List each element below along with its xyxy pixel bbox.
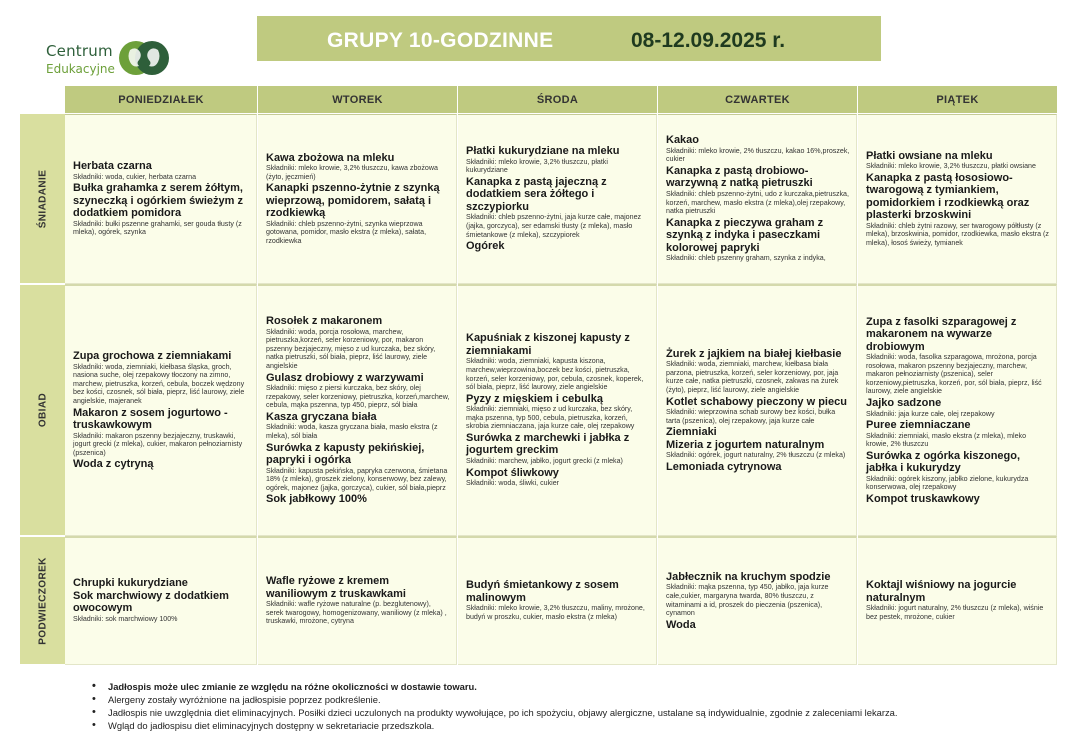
dish-name: Kompot śliwkowy (466, 466, 559, 479)
dish-name: Herbata czarna (73, 160, 152, 173)
dish-ingredients: Składniki: ziemniaki, mięso z ud kurczaka, bez skóry, mąka pszenna, typ 500, cebula, pietruszka, korzeń, skrobia ziemniaczana, jaja kurze całe, olej rzepakowy (466, 405, 635, 431)
dish-name: Kanapki pszenno-żytnie z szynką wieprzową, pomidorem, sałatą i rzodkiewką (266, 182, 440, 220)
dish-name: Kanapka z pastą drobiowo-warzywną z natką pietruszki (666, 164, 813, 190)
title-banner (257, 16, 881, 61)
menu-cell-lunch-wednesday (458, 284, 657, 536)
dish-ingredients: Składniki: woda, kasza gryczana biała, masło ekstra (z mleka), sól biała (266, 423, 438, 440)
day-header-wednesday: ŚRODA (458, 86, 657, 113)
dish-ingredients: Składniki: marchew, jabłko, jogurt grecki (z mleka) (466, 456, 623, 465)
logo (44, 38, 174, 86)
dish-ingredients: Składniki: chleb pszenno-żytni, szynka wieprzowa gotowana, pomidor, masło ekstra (z mleka), sałata, rzodkiewka (266, 219, 427, 245)
dish-name: Płatki kukurydziane na mleku (466, 145, 620, 158)
dish-name: Jajko sadzone (866, 397, 942, 409)
menu-cell-breakfast-tuesday (258, 114, 457, 284)
note-item: • Jadłospis może ulec zmianie ze względu na różne okoliczności w dostawie towaru. (92, 680, 1052, 693)
dish-ingredients: Składniki: woda, cukier, herbata czarna (73, 172, 197, 181)
logo-text-centrum: Centrum (46, 42, 113, 60)
dish-name: Budyń śmietankowy z sosem malinowym (466, 579, 619, 604)
dish-name: Lemoniada cytrynowa (666, 460, 782, 473)
note-item: • Alergeny zostały wyróżnione na jadłospisie poprzez podkreślenie. (92, 693, 1052, 706)
dish-name: Płatki owsiane na mleku (866, 149, 993, 162)
dish-ingredients: Składniki: wieprzowina schab surowy bez kości, bułka tarta (pszenica), olej rzepakowy, jaja kurze całe (666, 408, 836, 425)
dish-name: Woda (666, 618, 696, 631)
menu-cell-lunch-tuesday (258, 284, 457, 536)
day-header-monday: PONIEDZIAŁEK (65, 86, 257, 113)
menu-cell-snack-tuesday (258, 536, 457, 665)
dish-ingredients: Składniki: mleko krowie, 3,2% tłuszczu, maliny, mrożone, budyń w proszku, cukier, masło ekstra (z mleka) (466, 604, 645, 621)
dish-name: Jabłecznik na kruchym spodzie (666, 570, 831, 583)
dish-ingredients: Składniki: kapusta pekińska, papryka czerwona, śmietana 18% (z mleka), groszek zielony, konserwowy, bez zalewy, ogórek, majonez (jajka, gorczyca), cukier, sól biała,pieprz (266, 466, 448, 492)
dish-name: Ogórek (466, 240, 505, 253)
notes-list (92, 680, 1052, 732)
dish-ingredients: Składniki: mleko krowie, 3,2% tłuszczu, płatki kukurydziane (466, 157, 608, 175)
dish-ingredients: Składniki: woda, fasolka szparagowa, mrożona, porcja rosołowa, makaron pszenny bezjajeczny, marchew, makaron pełnoziarnisty (pszenica), seler korzeniowy,pietruszka, korzeń, por, sól biała, pieprz, liść laurowy, ziele angielskie (866, 353, 1042, 396)
dish-ingredients: Składniki: woda, śliwki, cukier (466, 479, 560, 488)
menu-cell-lunch-thursday (658, 284, 857, 536)
dish-name: Sok jabłkowy 100% (266, 493, 367, 506)
dish-ingredients: Składniki: chleb żytni razowy, ser twarogowy półtłusty (z mleka), brzoskwinia, pomidor, rzodkiewka, masło ekstra (z mleka), łosoś świeży, tymianek (866, 221, 1049, 247)
dish-ingredients: Składniki: woda, ziemniaki, kiełbasa śląska, groch, nasiona suche, olej rzepakowy tłoczony na zimno, marchew, pietruszka, korzeń, cebula, boczek wędzony bez kości, czosnek, sól biała, pieprz, liść laurowy, ziele angielskie, majeranek (73, 362, 245, 405)
dish-name: Bułka grahamka z serem żółtym, szyneczką i ogórkiem świeżym z dodatkiem pomidora (73, 182, 243, 220)
day-header-friday: PIĄTEK (858, 86, 1057, 113)
dish-name: Makaron z sosem jogurtowo - truskawkowym (73, 406, 228, 432)
dish-name: Koktajl wiśniowy na jogurcie naturalnym (866, 579, 1017, 604)
meal-label-snack: PODWIECZOREK (20, 537, 65, 664)
logo-text-edukacyjne: Edukacyjne (46, 62, 115, 76)
dish-ingredients: Składniki: chleb pszenny graham, szynka z indyka, (666, 254, 826, 263)
logo-heads-icon (116, 38, 172, 78)
dish-ingredients: Składniki: chleb pszenno-żytni, jaja kurze całe, majonez (jajka, gorczyca), ser edamski tłusty (z mleka), masło śmietankowe (z mleka), szczypiorek (466, 213, 642, 239)
dish-ingredients: Składniki: ziemniaki, masło ekstra (z mleka), mleko krowie, 2% tłuszczu (866, 431, 1027, 449)
dish-name: Surówka z kapusty pekińskiej, papryki i ogórka (266, 441, 425, 467)
dish-name: Kapuśniak z kiszonej kapusty z ziemniakami (466, 332, 630, 357)
dish-ingredients: Składniki: chleb pszenno-żytni, udo z kurczaka,pietruszka, korzeń, marchew, masło ekstra (z mleka),olej rzepakowy, natka pietruszki (666, 189, 849, 216)
dish-name: Zupa grochowa z ziemniakami (73, 350, 232, 363)
dish-ingredients: Składniki: jaja kurze całe, olej rzepakowy (866, 409, 995, 418)
dish-name: Żurek z jajkiem na białej kiełbasie (666, 347, 842, 360)
dish-name: Ziemniaki (666, 426, 717, 439)
note-item: • Jadłospis nie uwzględnia diet eliminacyjnych. Posiłki dzieci uczulonych na produkty wywołujące, po ich spożyciu, objawy alergiczne, ustalane są indywidualnie, zgodnie z zaleceniami lekarza. (92, 706, 1052, 719)
dish-name: Kanapka z pastą jajeczną z dodatkiem sera żółtego i szczypiorku (466, 175, 607, 213)
dish-ingredients: Składniki: ogórek, jogurt naturalny, 2% tłuszczu (z mleka) (666, 451, 846, 460)
dish-name: Surówka z ogórka kiszonego, jabłka i kukurydzy (866, 449, 1021, 475)
title-date-range: 08-12.09.2025 r. (631, 29, 786, 52)
dish-ingredients: Składniki: mąka pszenna, typ 450, jabłko, jaja kurze całe,cukier, margaryna twarda, 80% tłuszczu, z witaminami a id, proszek do pieczenia (pszenica), cynamon (666, 583, 829, 618)
dish-name: Sok marchwiowy z dodatkiem owocowym (73, 589, 229, 615)
dish-name: Puree ziemniaczane (866, 419, 971, 432)
dish-ingredients: Składniki: bułki pszenne grahamki, ser gouda tłusty (z mleka), ogórek, szynka (73, 219, 242, 237)
dish-ingredients: Składniki: ogórek kiszony, jabłko zielone, kukurydza konserwowa, olej rzepakowy (866, 474, 1029, 492)
dish-name: Surówka z marchewki i jabłka z jogurtem greckim (466, 431, 630, 457)
dish-ingredients: Składniki: sok marchwiowy 100% (73, 614, 178, 623)
dish-name: Kanapka z pastą łososiowo-twarogową z tymiankiem, pomidorkiem i rzodkiewką oraz plasterki brzoskwini (866, 171, 1030, 222)
dish-ingredients: Składniki: makaron pszenny bezjajeczny, truskawki, jogurt grecki (z mleka), cukier, makaron pełnoziarnisty (pszenica) (73, 431, 243, 457)
dish-name: Kompot truskawkowy (866, 492, 980, 505)
dish-name: Pyzy z mięskiem i cebulką (466, 392, 603, 405)
dish-name: Kanapka z pieczywa graham z szynką z indyka i paseczkami kolorowej papryki (666, 216, 824, 254)
dish-ingredients: Składniki: mleko krowie, 3,2% tłuszczu, kawa zbożowa (żyto, jęczmień) (266, 164, 438, 181)
dish-name: Zupa z fasolki szparagowej z makaronem na wywarze drobiowym (866, 315, 1017, 353)
menu-cell-snack-thursday (658, 536, 857, 665)
dish-ingredients: Składniki: woda, ziemniaki, kapusta kiszona, marchew,wieprzowina,boczek bez kości, pietruszka, korzeń, seler korzeniowy, por, cebula, czosnek, koperek, sól biała, pieprz, liść laurowy, ziele angielskie (466, 357, 644, 392)
dish-ingredients: Składniki: jogurt naturalny, 2% tłuszczu (z mleka), wiśnie bez pestek, mrożone, cukier (866, 604, 1044, 621)
note-item: • Wgląd do jadłospisu diet eliminacyjnych dostępny w sekretariacie przedszkola. (92, 719, 1052, 732)
dish-name: Rosołek z makaronem (266, 315, 383, 328)
menu-cell-snack-monday (65, 536, 257, 665)
menu-cell-lunch-monday (65, 284, 257, 536)
meal-label-breakfast: ŚNIADANIE (20, 114, 65, 283)
dish-name: Woda z cytryną (73, 458, 154, 471)
dish-name: Gulasz drobiowy z warzywami (266, 371, 424, 384)
menu-cell-snack-wednesday (458, 536, 657, 665)
dish-name: Kawa zbożowa na mleku (266, 151, 395, 164)
day-header-tuesday: WTOREK (258, 86, 457, 113)
dish-name: Kotlet schabowy pieczony w piecu (666, 395, 847, 408)
menu-cell-snack-friday (858, 536, 1057, 665)
menu-cell-breakfast-friday (858, 114, 1057, 284)
dish-ingredients: Składniki: woda, ziemniaki, marchew, kiełbasa biała parzona, pietruszka, korzeń, seler korzeniowy, por, jaja kurze całe, natka pietruszki, czosnek, zakwas na żurek (żyto), pieprz, liść laurowy, ziele angielskie (666, 360, 839, 394)
dish-name: Wafle ryżowe z kremem waniliowym z truskawkami (266, 575, 406, 600)
menu-cell-breakfast-wednesday (458, 114, 657, 284)
dish-name: Mizeria z jogurtem naturalnym (666, 438, 825, 451)
dish-ingredients: Składniki: wafle ryżowe naturalne (p. bezglutenowy), serek twarogowy, homogenizowany, waniliowy (z mleka) , truskawki, mrożone, cytryna (266, 600, 447, 626)
dish-name: Kakao (666, 134, 700, 147)
menu-cell-breakfast-thursday (658, 114, 857, 284)
dish-ingredients: Składniki: woda, porcja rosołowa, marchew, pietruszka,korzeń, seler korzeniowy, por, makaron pszenny bezjajeczny, mięso z ud kurczaka, bez skóry, natka pietruszki, sól biała, pieprz, liść laurowy, ziele angielskie (266, 327, 436, 371)
title-groups: GRUPY 10-GODZINNE (327, 29, 554, 52)
dish-name: Kasza gryczana biała (266, 410, 377, 423)
dish-ingredients: Składniki: mleko krowie, 3,2% tłuszczu, płatki owsiane (866, 162, 1036, 171)
menu-cell-lunch-friday (858, 284, 1057, 536)
day-header-thursday: CZWARTEK (658, 86, 857, 113)
dish-ingredients: Składniki: mleko krowie, 2% tłuszczu, kakao 16%,proszek, cukier (666, 146, 850, 164)
meal-label-lunch: OBIAD (20, 285, 65, 535)
dish-name: Chrupki kukurydziane (73, 577, 188, 590)
dish-ingredients: Składniki: mięso z piersi kurczaka, bez skóry, olej rzepakowy, seler korzeniowy, pietruszka, korzeń,marchew, cebula, mąka pszenna, typ 450, pieprz, sól biała (266, 384, 450, 410)
menu-cell-breakfast-monday (65, 114, 257, 284)
